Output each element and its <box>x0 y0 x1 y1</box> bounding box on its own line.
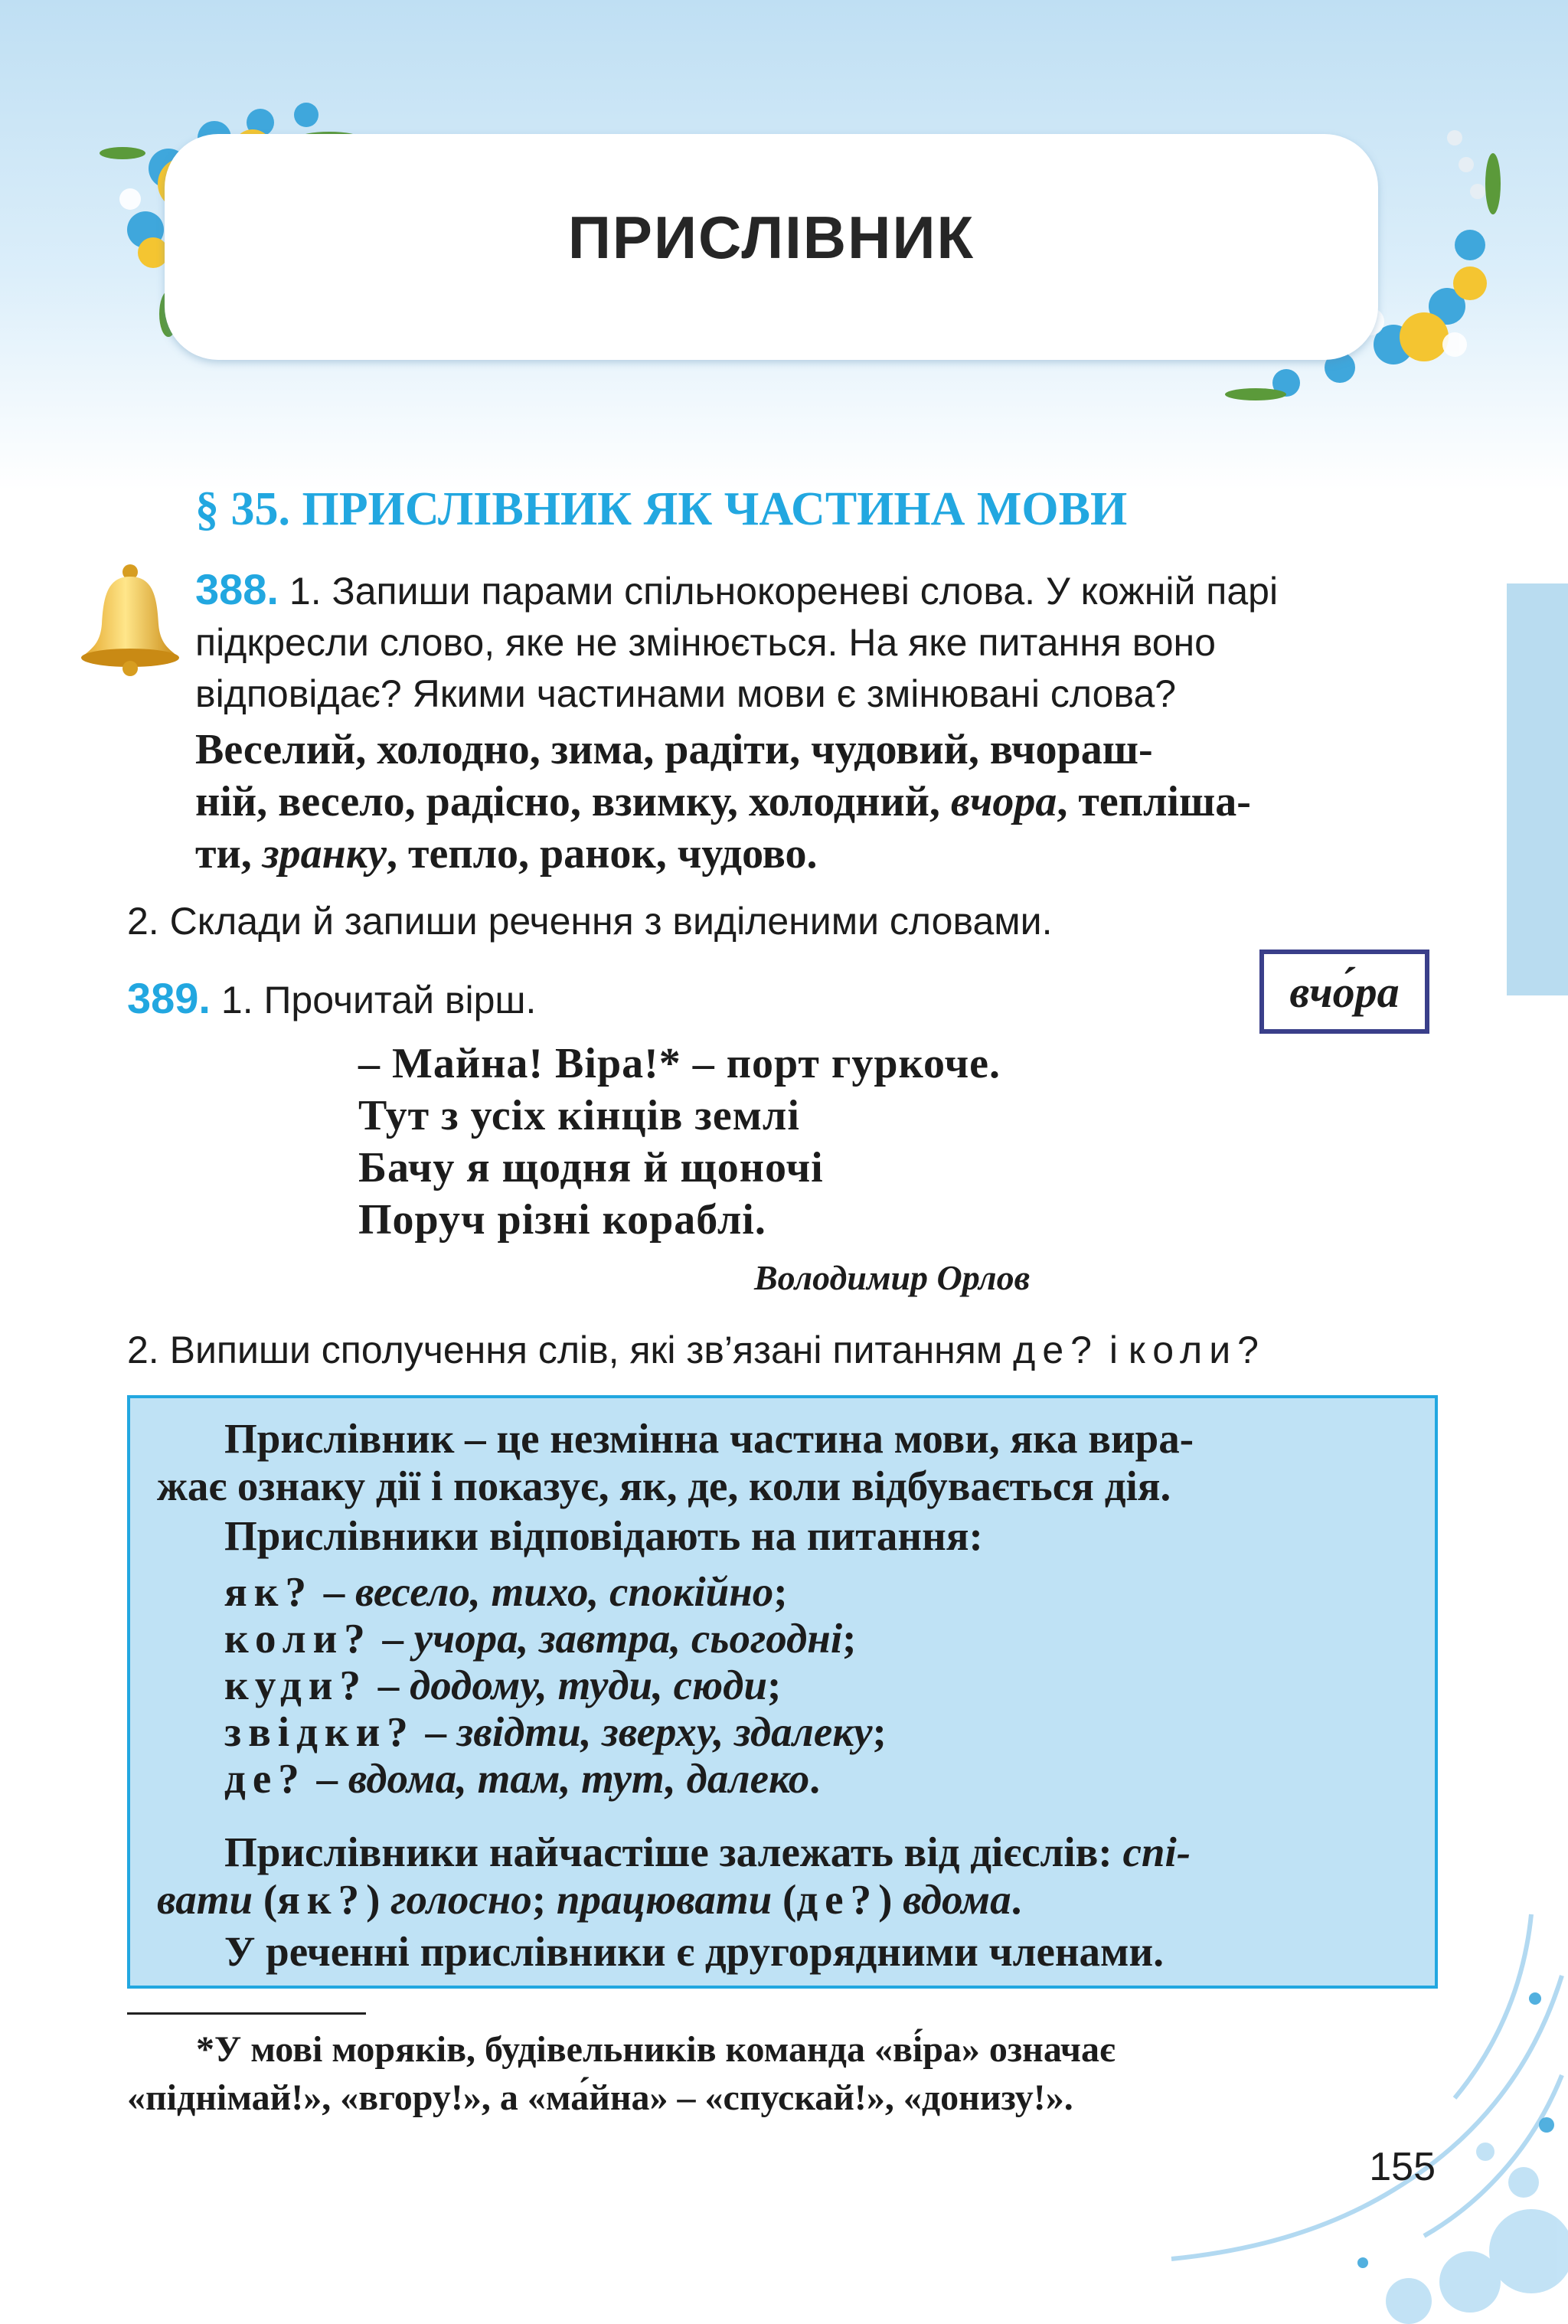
poem-line: – Майна! Віра!* – порт гуркоче. <box>358 1040 1001 1087</box>
exercise-number: 389. <box>127 974 211 1022</box>
task-text: 1. Запиши парами спільнокореневі слова. У кожній парі <box>289 570 1279 613</box>
question-word: де? <box>1013 1329 1099 1371</box>
exercise-389-task2: 2. Випиши сполучення слів, які зв’язані питанням де? і коли? <box>127 1329 1266 1371</box>
exercise-389-task1 <box>127 972 536 1026</box>
footnote-divider <box>127 2012 366 2015</box>
poem <box>358 1038 1001 1246</box>
question-row: куди? – додому, туди, сюди; <box>224 1662 782 1708</box>
task-text: відповідає? Якими частинами мови є змінювані слова? <box>195 672 1177 715</box>
word-list-line: ти, зранку, тепло, ранок, чудово. <box>195 830 818 878</box>
page-title: ПРИСЛІВНИК <box>567 204 975 271</box>
exercise-388-task1 <box>195 564 1436 720</box>
question-word: коли? <box>1128 1329 1266 1371</box>
footnote-line: «піднімай!», «вгору!», а «ма́йна» – «спускай!», «донизу!». <box>127 2077 1073 2118</box>
exercise-388-task2: 2. Склади й запиши речення з виділеними словами. <box>127 900 1053 943</box>
task-text: 1. Прочитай вірш. <box>220 979 537 1021</box>
question-row: як? – весело, тихо, спокійно; <box>224 1568 788 1615</box>
rule-questions-intro: Прислівники відповідають на питання: <box>224 1512 983 1559</box>
poem-line: Бачу я щодня й щоночі <box>358 1144 824 1191</box>
rule-term: Прислівник <box>224 1415 455 1462</box>
question-row: звідки? – звідти, зверху, здалеку; <box>224 1708 887 1755</box>
side-tab <box>1507 583 1568 995</box>
word-list-line: ній, весело, радісно, взимку, холодний, вчора, тепліша- <box>195 778 1251 825</box>
page-number: 155 <box>1369 2145 1436 2189</box>
poem-line: Тут з усіх кінців землі <box>358 1092 800 1139</box>
exercise-388-words <box>195 724 1436 880</box>
task-text: підкресли слово, яке не змінюється. На яке питання воно <box>195 621 1216 664</box>
rule-last-line: У реченні прислівники є другорядними членами. <box>224 1928 1164 1975</box>
vocabulary-word-box: вчо́ра <box>1259 950 1429 1034</box>
exercise-number: 388. <box>195 565 279 613</box>
question-row: коли? – учора, завтра, сьогодні; <box>224 1615 857 1662</box>
question-row: де? – вдома, там, тут, далеко. <box>224 1755 821 1802</box>
rule-dependency: Прислівники найчастіше залежать від дієслів: спі- вати (як?) голосно; працювати (де?) вдома. <box>157 1829 1191 1923</box>
rule-questions-list <box>224 1568 887 1802</box>
poem-author: Володимир Орлов <box>754 1258 1031 1297</box>
poem-line: Поруч різні кораблі. <box>358 1196 766 1244</box>
rule-text: жає ознаку дії і показує, як, де, коли відбувається дія. <box>157 1463 1171 1509</box>
rule-definition: Прислівник – це незмінна частина мови, яка вира- жає ознаку дії і показує, як, де, коли відбувається дія. <box>157 1415 1405 1510</box>
section-heading: § 35. ПРИСЛІВНИК ЯК ЧАСТИНА МОВИ <box>195 483 1128 535</box>
word-list-line: Веселий, холодно, зима, радіти, чудовий, вчораш- <box>195 726 1153 773</box>
footnote-line: *У мові моряків, будівельників команда «ві́ра» означає <box>196 2029 1116 2070</box>
highlighted-word: зранку <box>262 830 387 878</box>
highlighted-word: вчора <box>950 778 1057 825</box>
bell-icon <box>77 563 184 678</box>
corner-decoration <box>995 1822 1568 2324</box>
